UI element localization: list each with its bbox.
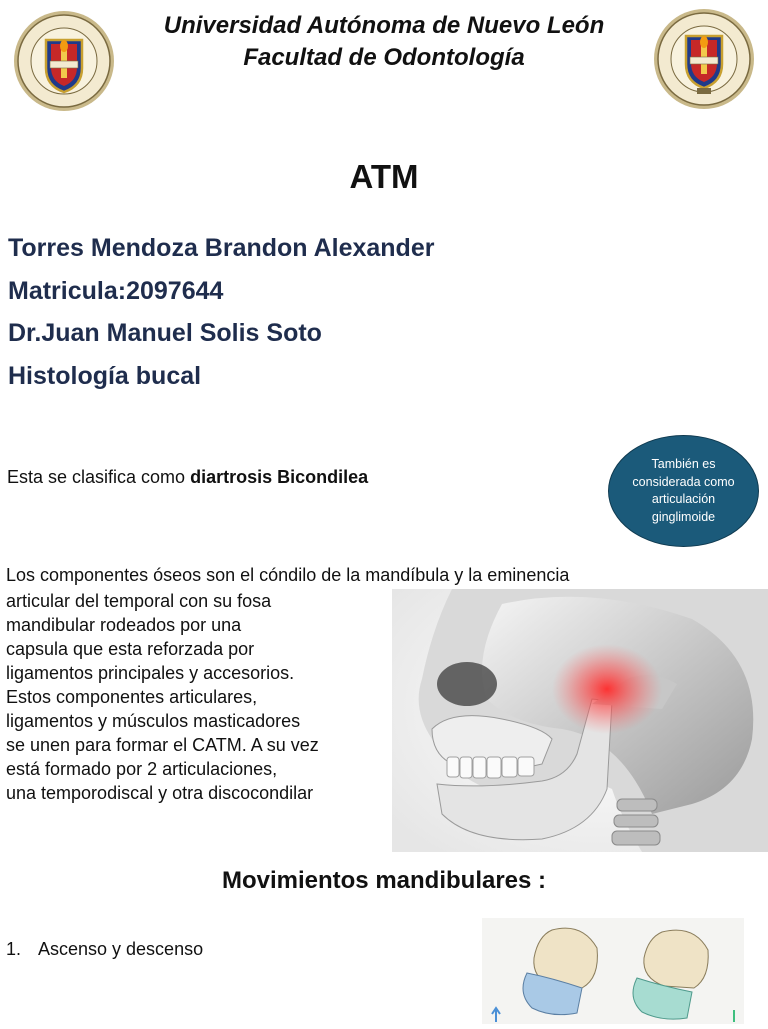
components-paragraph — [6, 589, 391, 805]
paragraph-line: capsula que esta reforzada por — [6, 639, 255, 659]
callout-text: También es considerada como articulación ginglimoide — [632, 457, 735, 524]
skull-tmj-illustration — [392, 589, 768, 852]
faculty-seal-right — [653, 8, 755, 115]
odontologia-shield-icon — [653, 8, 755, 110]
professor-name: Dr.Juan Manuel Solis Soto — [8, 319, 322, 347]
paragraph-line: una temporodiscal y otra discocondilar — [6, 783, 314, 803]
paragraph-line: articular del temporal con su fosa — [6, 591, 272, 611]
paragraph-line: se unen para formar el CATM. A su vez — [6, 735, 319, 755]
student-id: Matricula:2097644 — [8, 277, 224, 305]
mandible-movement-illustration — [482, 918, 744, 1024]
student-name: Torres Mendoza Brandon Alexander — [8, 234, 435, 262]
paragraph-line: ligamentos y músculos masticadores — [6, 711, 301, 731]
university-name: Universidad Autónoma de Nuevo León — [163, 12, 605, 39]
document-title: ATM — [349, 158, 419, 195]
callout-bubble — [608, 435, 759, 547]
jaw-skull-icon — [482, 918, 744, 1024]
components-paragraph-first-line: Los componentes óseos son el cóndilo de la mandíbula y la eminencia — [6, 565, 570, 585]
subject-name: Histología bucal — [8, 362, 202, 390]
paragraph-line: está formado por 2 articulaciones, — [6, 759, 278, 779]
skull-icon — [392, 589, 768, 852]
section-title: Movimientos mandibulares : — [221, 867, 547, 894]
classification-prefix: Esta se clasifica como — [7, 467, 191, 487]
classification-emphasis: diartrosis Bicondilea — [190, 467, 369, 487]
classification-text — [7, 467, 368, 488]
university-seal-left — [13, 10, 115, 117]
faculty-name: Facultad de Odontología — [243, 44, 525, 71]
list-item-label: Ascenso y descenso — [38, 939, 204, 959]
list-item — [6, 939, 203, 960]
paragraph-line: mandibular rodeados por una — [6, 615, 242, 635]
paragraph-line: ligamentos principales y accesorios. — [6, 663, 295, 683]
uanl-shield-icon — [13, 10, 115, 112]
paragraph-line: Estos componentes articulares, — [6, 687, 258, 707]
list-item-number: 1. — [6, 939, 22, 959]
